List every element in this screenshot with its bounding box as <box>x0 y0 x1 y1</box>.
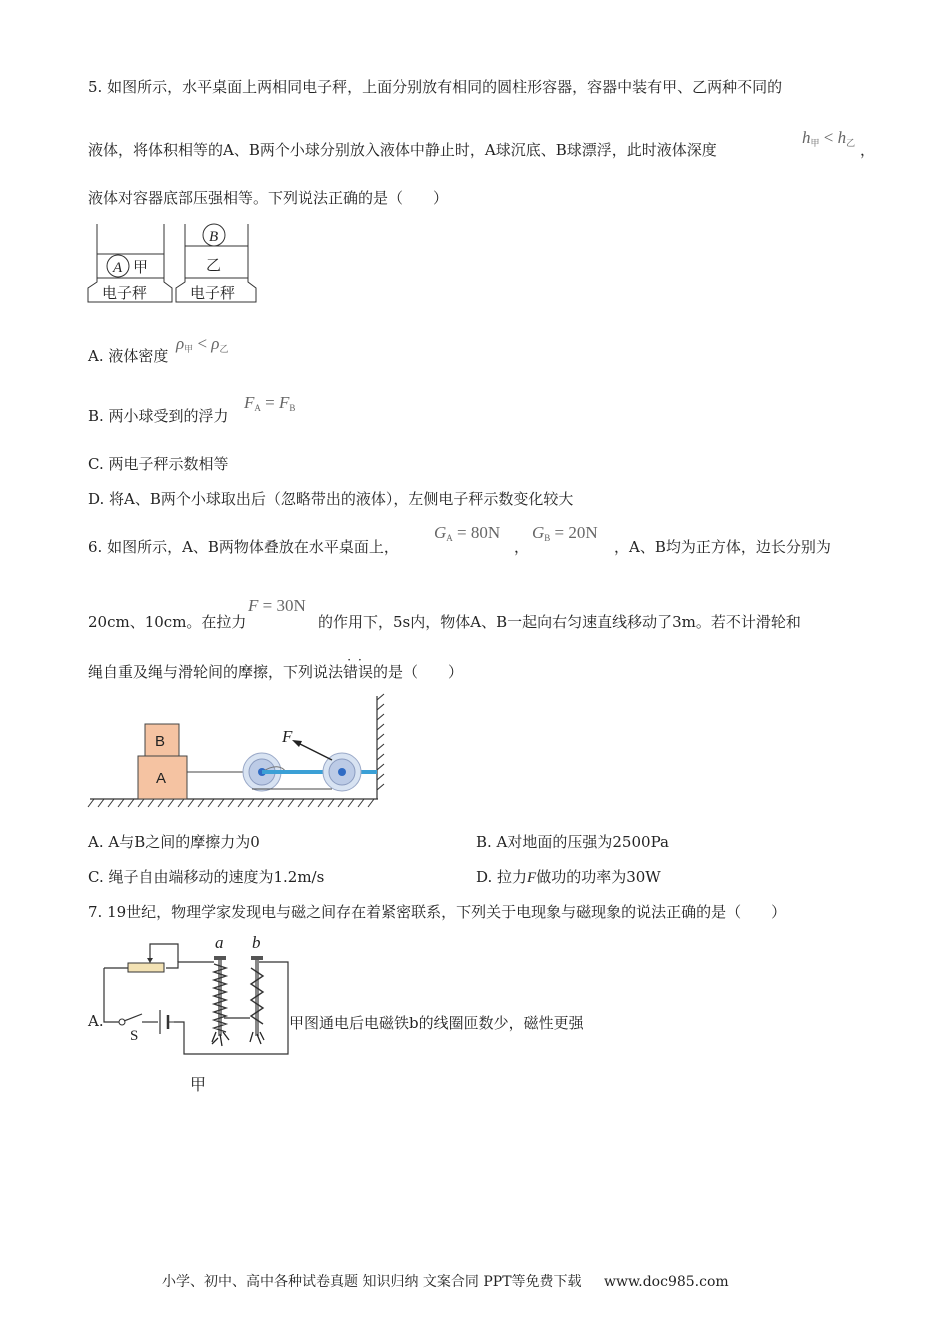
q6-force-formula: F = 30N <box>248 596 306 615</box>
q6-line3-a: 绳自重及绳与滑轮间的摩擦，下列说法 <box>88 663 344 681</box>
q5-option-b-text: B. 两小球受到的浮力 <box>88 407 229 425</box>
rheostat <box>128 963 164 972</box>
block-a-label: A <box>156 770 167 787</box>
q5-option-a-text: A. 液体密度 <box>88 347 169 365</box>
ball-a-label: A <box>113 260 123 276</box>
electromagnet-b <box>250 956 264 1044</box>
ball-b-label: B <box>209 229 219 245</box>
q6-line3 <box>88 653 464 682</box>
q6-line3-b: 的是（ ） <box>373 663 464 681</box>
q7-option-a-text: 甲图通电后电磁铁b的线圈匝数少，磁性更强 <box>289 1014 584 1032</box>
scale-right-label: 电子秤 <box>190 284 236 302</box>
q5-depth-formula: $h_甲 < h_乙$ <box>802 128 856 148</box>
q5-line2: 液体，将体积相等的A、B两个小球分别放入液体中静止时，A球沉底、B球漂浮，此时液体深度 <box>88 141 717 159</box>
figure-caption: 甲 <box>190 1075 207 1094</box>
q6-option-a: A. A与B之间的摩擦力为0 <box>88 833 260 851</box>
q5-line2-end: ， <box>860 141 876 159</box>
container-left <box>97 224 164 278</box>
core-b-label: b <box>252 933 261 952</box>
block-b-label: B <box>155 733 166 750</box>
force-label: F <box>282 727 293 746</box>
q5-figure <box>86 218 258 304</box>
q6-comma: ， <box>514 538 530 556</box>
q5-option-a-formula: $\rho_甲 < \rho_乙$ <box>176 334 229 354</box>
q5-option-b <box>88 405 229 426</box>
q5-option-c: C. 两电子秤示数相等 <box>88 455 229 473</box>
q5-option-d: D. 将A、B两个小球取出后（忽略带出的液体），左侧电子秤示数变化较大 <box>88 490 574 508</box>
switch-label: S <box>130 1028 139 1044</box>
q6-option-c: C. 绳子自由端移动的速度为1.2m/s <box>88 868 325 886</box>
q6-line1-a: 6. 如图所示，A、B两物体叠放在水平桌面上， <box>88 538 399 556</box>
footer <box>162 1271 729 1291</box>
switch-pivot <box>119 1019 125 1025</box>
liquid-b-label: 乙 <box>206 256 222 274</box>
ground-hatching <box>88 799 374 807</box>
q7-figure <box>102 928 292 1098</box>
q5-option-b-formula: $F_A = F_B$ <box>244 393 296 413</box>
q5-line1: 5. 如图所示，水平桌面上两相同电子秤，上面分别放有相同的圆柱形容器，容器中装有甲、乙两种不同的 <box>88 78 783 96</box>
q5-option-a <box>88 345 168 366</box>
q7-option-a-label: A. <box>88 1012 104 1030</box>
force-arrow <box>298 743 332 760</box>
q6-option-d: D. 拉力F做功的功率为30W <box>476 868 661 886</box>
scale-left-label: 电子秤 <box>102 284 148 302</box>
force-arrow-head <box>292 740 302 747</box>
q6-option-b: B. A对地面的压强为2500Pa <box>476 833 669 851</box>
q6-line2-a: 20cm、10cm。在拉力 <box>88 613 247 631</box>
q6-emphasis: ·· 错误 <box>343 653 374 681</box>
electromagnet-a <box>212 956 229 1046</box>
switch-lever <box>124 1014 142 1021</box>
rheostat-slider-head <box>147 958 153 963</box>
core-a-label: a <box>215 933 224 952</box>
q6-gb-formula: $G_B = 20N$ <box>532 523 598 543</box>
footer-url[interactable]: www.doc985.com <box>603 1274 729 1290</box>
q5-line3: 液体对容器底部压强相等。下列说法正确的是（ ） <box>88 189 449 207</box>
q6-line2-b: 的作用下，5s内，物体A、B一起向右匀速直线移动了3m。若不计滑轮和 <box>318 613 801 631</box>
q6-line1-b: ，A、B均为正方体，边长分别为 <box>614 538 831 556</box>
wall-hatching <box>377 694 384 790</box>
footer-text: 小学、初中、高中各种试卷真题 知识归纳 文案合同 PPT等免费下载 <box>162 1274 582 1290</box>
q6-figure <box>86 690 396 810</box>
liquid-a-label: 甲 <box>133 258 149 276</box>
q6-ga-formula: $G_A = 80N$ <box>434 523 501 543</box>
q7-line1: 7. 19世纪，物理学家发现电与磁之间存在着紧密联系，下列关于电现象与磁现象的说法正确的是（ ） <box>88 903 787 921</box>
